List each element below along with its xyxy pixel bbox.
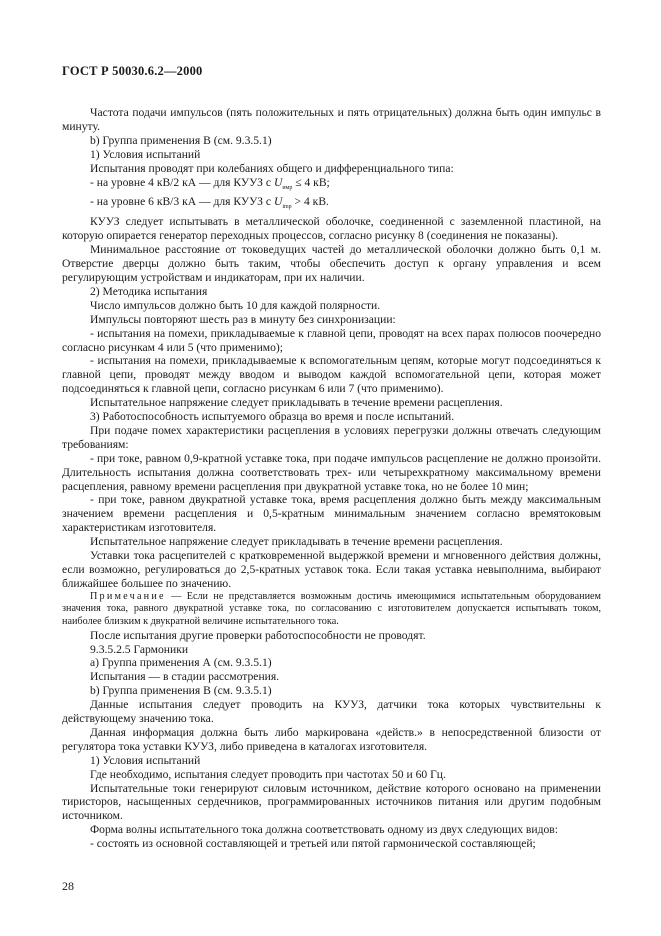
paragraph: Где необходимо, испытания следует проводить при частотах 50 и 60 Гц. (90, 767, 446, 781)
condition-item: - на уровне 6 кВ/3 кА — для КУУЗ с $U_{imp} > 4$ кВ. (90, 195, 329, 211)
subsection-heading: 1) Условия испытаний (90, 753, 201, 767)
paragraph: Испытания проводят при колебаниях общего и дифференциального типа: (90, 161, 454, 175)
page-number: 28 (62, 879, 74, 893)
paragraph: Испытательное напряжение следует прикладывать в течение времени расцепления. (90, 396, 503, 410)
paragraph: Уставки тока расцепителей с кратковременной выдержкой времени и мгновенного действия должны, если возможно, регулироваться до 2,5-кратных уставок тока. Если такая уставка невыполнима, выбирают ближайшее большее по значению. (62, 549, 601, 590)
paragraph: Число импульсов должно быть 10 для каждой полярности. (90, 298, 381, 312)
paragraph: При подаче помех характеристики расцепления в условиях перегрузки должны отвечать следующим требованиям: (62, 423, 601, 451)
paragraph: Испытания — в стадии рассмотрения. (90, 670, 280, 684)
list-item: - испытания на помехи, прикладываемые к главной цепи, проводят на всех парах полюсов поочередно согласно рисункам 4 или 5 (что применимо); (62, 326, 601, 354)
subsection-heading: 2) Методика испытания (90, 284, 208, 298)
condition-item: - на уровне 4 кВ/2 кА — для КУУЗ с $U_{имр} \le 4$ кВ; (90, 175, 330, 191)
subsection-heading: b) Группа применения В (см. 9.3.5.1) (90, 684, 272, 698)
paragraph: Испытательное напряжение следует прикладывать в течение времени расцепления. (90, 535, 503, 549)
paragraph: Минимальное расстояние от токоведущих частей до металлической оболочки должно быть 0,1 м. Отверстие дверцы должно быть таким, чтобы обеспечить доступ к органу управления и всем регулирующим устройствам и индикаторам, при их наличии. (62, 243, 601, 284)
paragraph: Данные испытания следует проводить на КУУЗ, датчики тока которых чувствительны к действующему значению тока. (62, 698, 601, 726)
list-item: - испытания на помехи, прикладываемые к вспомогательным цепям, которые могут подсоединяться к главной цепи, проводят между вводом и выводом каждой вспомогательной цепи, которая может подсоединяться к главной цепи, согласно рисункам 6 или 7 (что применимо). (62, 354, 601, 396)
paragraph: После испытания другие проверки работоспособности не проводят. (90, 628, 426, 642)
subsection-heading: а) Группа применения А (см. 9.3.5.1) (90, 656, 272, 670)
note-text: — Если не представляется возможным достичь имеющимися испытательным оборудованием значения тока, равного двукратной уставке тока, по согласованию с изготовителем допускается испытывать током, наиболее близким к двукратной величине испытательного тока. (62, 590, 601, 627)
document-header: ГОСТ Р 50030.6.2—2000 (62, 64, 203, 78)
note (62, 591, 601, 629)
list-item: - состоять из основной составляющей и третьей или пятой гармонической составляющей; (90, 837, 536, 851)
paragraph: Данная информация должна быть либо маркирована «действ.» в непосредственной близости от регулятора тока уставки КУУЗ, либо приведена в каталогах изготовителя. (62, 725, 601, 753)
subsection-heading: 3) Работоспособность испытуемого образца во время и после испытаний. (90, 410, 455, 424)
paragraph: Форма волны испытательного тока должна соответствовать одному из двух следующих видов: (90, 823, 558, 837)
paragraph: КУУЗ следует испытывать в металлической оболочке, соединенной с заземленной пластиной, на которую опирается генератор переходных процессов, согласно рисунку 8 (соединения не показаны). (62, 215, 601, 243)
paragraph: Испытательные токи генерируют силовым источником, действие которого основано на применении тиристоров, насыщенных сердечников, программированных источников питания или другим подобным источником. (62, 781, 601, 823)
paragraph: Частота подачи импульсов (пять положительных и пять отрицательных) должна быть один импульс в минуту. (62, 106, 601, 133)
note-label: Примечание (90, 590, 166, 602)
section-heading: 9.3.5.2.5 Гармоники (90, 642, 189, 656)
section-heading: b) Группа применения В (см. 9.3.5.1) (90, 133, 272, 147)
list-item: - при токе, равном двукратной уставке тока, время расцепления должно быть между максимальным значением времени расцепления и 0,5-кратным минимальным значением согласно времятоковым характеристикам изготовителя. (62, 493, 601, 535)
list-item: - при токе, равном 0,9-кратной уставке тока, при подаче импульсов расцепление не должно произойти. Длительность испытания должна соответствовать трех- или четырехкратному максимальному времени расцепления, равному времени расцепления при двукратной уставке тока, но не более 10 мин; (62, 451, 601, 493)
paragraph: Импульсы повторяют шесть раз в минуту без синхронизации: (90, 312, 396, 326)
document-body (62, 106, 601, 851)
subsection-heading: 1) Условия испытаний (90, 147, 201, 161)
